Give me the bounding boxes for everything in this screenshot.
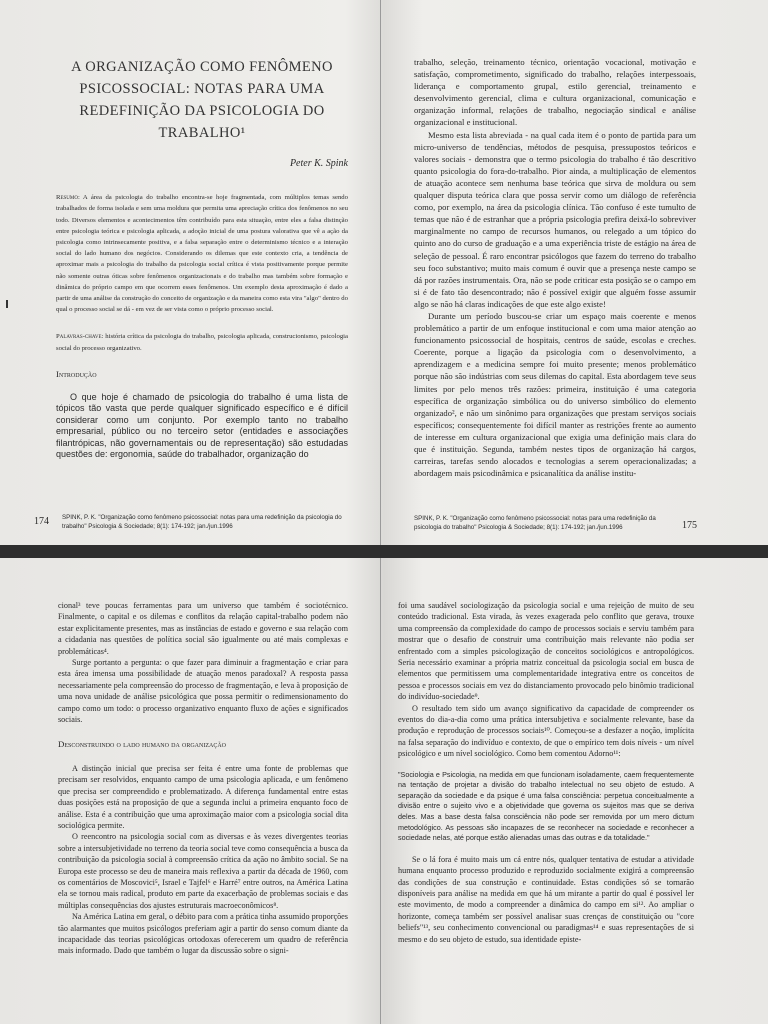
title-line-2: PSICOSSOCIAL: NOTAS PARA UMA	[79, 81, 325, 97]
paragraph: A distinção inicial que precisa ser feita é entre uma fonte de problemas que precisam ser resolvidos, enquanto campo de uma psicologia aplicada, e um fenômeno que precisa ser compreendido e problematizado. A diferença fundamental entre estas duas posições está na proposição de que a segunda inclui a primeira enquanto foco de análise. Esta é a contribuição que uma aproximação maior com a psicologia social dita sociológica permite.	[58, 763, 348, 830]
title-line-1: A ORGANIZAÇÃO COMO FENÔMENO	[71, 59, 333, 75]
abstract-text: A área da psicologia do trabalho encontra-se hoje fragmentada, com múltiplos temas sendo trabalhados de forma isolada e sem uma moldura que permita uma apreciação crítica dos fenômenos no seu todo. Diversos elementos e acontecimentos têm contribuído para esta situação, entre eles a falsa distinção entre psicologia teórica e psicologia aplicada, a adoção inicial de uma postura valorativa que vê a ação da psicologia como intrinsecamente positiva, e a falsa separação entre o determinismo técnico e a interação social do lado humano dos negócios. Considerando os dilemas que este contexto cria, a tendência de aproximar mais a psicologia do trabalho da psicologia social crítica é vista positivamente porque permite não somente outras óticas sobre fenômenos organizacionais e do trabalho mas também sobre formação e dinâmica do próprio campo em que ocorrem esses fenômenos. Um exemplo desta aproximação é dado a partir de uma análise da construção do conceito de organização e da maneira como esta vira "algo" dentro do qual o processo social se dá - em vez de ser vista como o próprio processo social.	[56, 194, 348, 314]
paragraph: Se o lá fora é muito mais um cá entre nós, qualquer tentativa de estudar a atividade humana enquanto processo produzido e reproduzido socialmente exigirá a compreensão das condições de sua construção e continuidade. Estas condições só se tornarão disponíveis para análise na medida em que há um mirante a partir do qual é possível ler este movimento, de modo a compreender a dinâmica do campo em si¹². Ao ampliar o horizonte, começa também ser possível analisar suas crenças de constituição ou "core beliefs"¹³, seu conhecimento convencional ou paradigmas¹⁴ e suas representações de si mesmo e do seu objeto de estudo, sua identidade episte-	[398, 854, 694, 944]
section-heading: Introdução	[56, 368, 97, 379]
page-number: 174	[34, 516, 49, 527]
block-quote: "Sociologia e Psicologia, na medida em que funcionam isoladamente, caem frequentemente na tentação de projetar a divisão do trabalho intelectual no seu objeto de estudo. A separação da sociedade e da psique é uma falsa consciência: perpetua conceitualmente a divisão entre o sujeito vivo e a objetividade que governa os sujeitos mas que se deriva deles. Mas a base desta falsa consciência não pode ser removida por um mero dictum metodológico. As pessoas são incapazes de se reconhecer na sociedade e reconhecer a sociedade nelas, até porque estão alienadas umas das outras e da totalidade."	[398, 769, 694, 843]
title-line-3: REDEFINIÇÃO DA PSICOLOGIA DO TRABALHO¹	[79, 103, 325, 141]
gutter-line	[380, 558, 381, 1024]
right-page-column	[398, 600, 694, 945]
page-number: 175	[682, 520, 697, 531]
gutter-line	[380, 0, 381, 545]
page-footer: SPINK, P. K. "Organização como fenômeno psicossocial: notas para uma redefinição da psicologia do trabalho" Psicologia & Sociedade; 8(1): 174-192; jan./jun.1996	[62, 514, 342, 530]
abstract	[56, 192, 348, 315]
paragraph: cional³ teve poucas ferramentas para um universo que também é sociotécnico. Finalmente, o capital e os dilemas e conflitos da relação capital-trabalho podem não estar explicitamente presentes, mas as instâncias de estado e governo e sua relação com a cidadania nas questões de política social são igualmente ou até mais complexas e problemáticas⁴.	[58, 601, 348, 656]
paragraph: trabalho, seleção, treinamento técnico, orientação vocacional, motivação e satisfação, comprometimento, significado do trabalho, relações interpessoais, liderança e comportamento grupal, estilo gerencial, treinamento e desenvolvimento gerencial, clima e cultura organizacional, comunicação e organização informal, relações de trabalho, negociação sindical e análise organizacional e institucional.	[414, 57, 696, 128]
page-footer: SPINK, P. K. "Organização como fenômeno psicossocial: notas para uma redefinição da psicologia do trabalho" Psicologia & Sociedade; 8(1): 174-192; jan./jun.1996	[414, 515, 656, 531]
keywords-label: Palavras-chave:	[56, 333, 104, 341]
paragraph: O resultado tem sido um avanço significativo da capacidade de compreender os eventos do dia-a-dia como uma prática intersubjetiva e socialmente relevante, base da produção e reprodução de processos sociais¹⁰. Começou-se a desfazer a noção, implícita na falsa separação do indivíduo e contexto, de que o empírico tem dois níveis - um nível psicológico e um nível sociológico. Como bem comentou Adorno¹¹:	[398, 703, 694, 759]
section-heading: Desconstruindo o lado humano da organização	[58, 739, 227, 750]
abstract-label: Resumo:	[56, 194, 80, 202]
paragraph: O que hoje é chamado de psicologia do trabalho é uma lista de tópicos tão vasta que perde qualquer significado específico e é difícil considerar como um conjunto. Por exemplo tanto no trabalho empresarial, público ou no terceiro setor (entidades e associações filantrópicas, não governamentais ou de representação) são estudadas questões de: ergonomia, saúde do trabalhador, organização do	[56, 391, 348, 460]
paragraph: O reencontro na psicologia social com as diversas e às vezes divergentes teorias sobre a intersubjetividade no terreno da teoria social teve como consequência a busca da contribuição da psicologia social à compreensão crítica da ação no âmbito social. Se na Europa este processo se deu de maneira mais reflexiva a partir da década de 1960, com os comentários de Moscovici⁵, Israel e Tajfel⁶ e Harré⁷ entre outros, na América Latina ela se tornou mais radical, produto em parte da exacerbação de problemas sociais e das múltiplas consequências dos ajustes estruturais macroeconômicos⁸.	[58, 832, 348, 910]
paragraph: Na América Latina em geral, o débito para com a prática tinha assumido proporções tão alarmantes que muitos psicólogos preferiam agir a partir do senso comum diante da incapacidade das teorias psicológicas ortodoxas oferecerem um quadro de referência mais informado. Dado que também o lugar da discussão sobre o signi-	[58, 912, 348, 956]
paragraph: Surge portanto a pergunta: o que fazer para diminuir a fragmentação e criar para esta área imensa uma possibilidade de atuação menos paradoxal? A resposta passa necessariamente pela compreensão do processo de fragmentação, e leva à proposição de uma nova unidade de análise psicológica que possa permitir o redimensionamento do campo como um todo: o processo organizativo enquanto fluxo de ações e significados sociais.	[58, 658, 348, 725]
page-174-column	[56, 56, 348, 461]
paragraph: Durante um período buscou-se criar um espaço mais coerente e menos problemático a partir de um enfoque institucional e com uma maior atenção ao funcionamento psicossocial de hospitais, centros de saúde, escolas e creches. Coerente, porque a ligação da psicologia com o desenvolvimento, a aprendizagem e a medicina sempre foi muito presente; menos problemático porque não são indústrias com seus dilemas do capital. Esta abordagem teve seus limites por pelo menos três razões: primeira, instituição é uma categoria específica de organização simbólica ou do universo simbólico do elemento organizado², e não um sinônimo para organizações que prestam serviços sociais específicos; consequentemente foi difícil manter as restrições frente ao aumento de interesse em cultura organizacional que exigia uma definição mais clara do que é instituição. Segunda, também nestes tipos de organização há cargos, carreiras, tarefas sendo alocados e tecnologias a serem operacionalizadas; a abordagem mais psicodinâmica e psicanalítica da análise institu-	[414, 310, 696, 479]
page-175-column	[414, 56, 696, 479]
author: Peter K. Spink	[289, 158, 348, 169]
left-page-column	[58, 600, 348, 957]
keywords	[56, 331, 348, 353]
bottom-spread	[0, 558, 768, 1024]
article-title	[56, 56, 348, 144]
margin-mark	[6, 300, 8, 308]
keywords-text: história crítica da psicologia do trabalho, psicologia aplicada, construcionismo, psicologia social do processo organizativo.	[56, 333, 348, 352]
paragraph: Mesmo esta lista abreviada - na qual cada item é o ponto de partida para um micro-universo de tendências, métodos de pesquisa, pressupostos teóricos e valores sociais - demonstra que o termo psicologia do trabalho é tão descritivo quanto psicologia do fora-do-trabalho. Pior ainda, a multiplicação de elementos de atuação acontece sem nenhuma base teórica que sirva de moldura ou sem qualquer disputa teórica clara que possa servir como um diálogo de referência como, por exemplo, na área da psicologia clínica. Tão confuso é este tumulto de temas que não é de estranhar que a própria psicologia prefira deixá-lo sobreviver marginalmente no campo de recursos humanos, ou relegado a um tópico do quinto ano do curso de graduação e a uma experiência triste de estágio na área de seleção de pessoal. É raro encontrar psicólogos que fazem do terreno do trabalho seu foco substantivo; muito mais comum é ouvir que a presença neste campo se dá por razões instrumentais. Ora, não se pode criticar esta posição se o campo em si é de fato tão desencontrado; não é possível exigir que alguém fosse assumir algo se não há claras indicações de que este algo existe!	[414, 129, 696, 309]
paragraph: foi uma saudável sociologização da psicologia social e uma rejeição de muito de seu conteúdo tradicional. Esta virada, às vezes exagerada pelo conflito que gerava, trouxe uma compreensão da complexidade do campo de processos sociais e serviu também para mostrar que o desafio de construir uma contribuição mais relevante não podia ser enfrentado com a simples psicologização de conceitos sociológicos e antropológicos. Seria necessário examinar a própria matriz conceitual da psicologia social em busca de elementos que permitissem uma complementaridade integrativa entre os conceitos de pessoa e processos sociais em vez do distanciamento provocado pelo binômio tradicional do indivíduo-sociedade⁹.	[398, 601, 694, 702]
